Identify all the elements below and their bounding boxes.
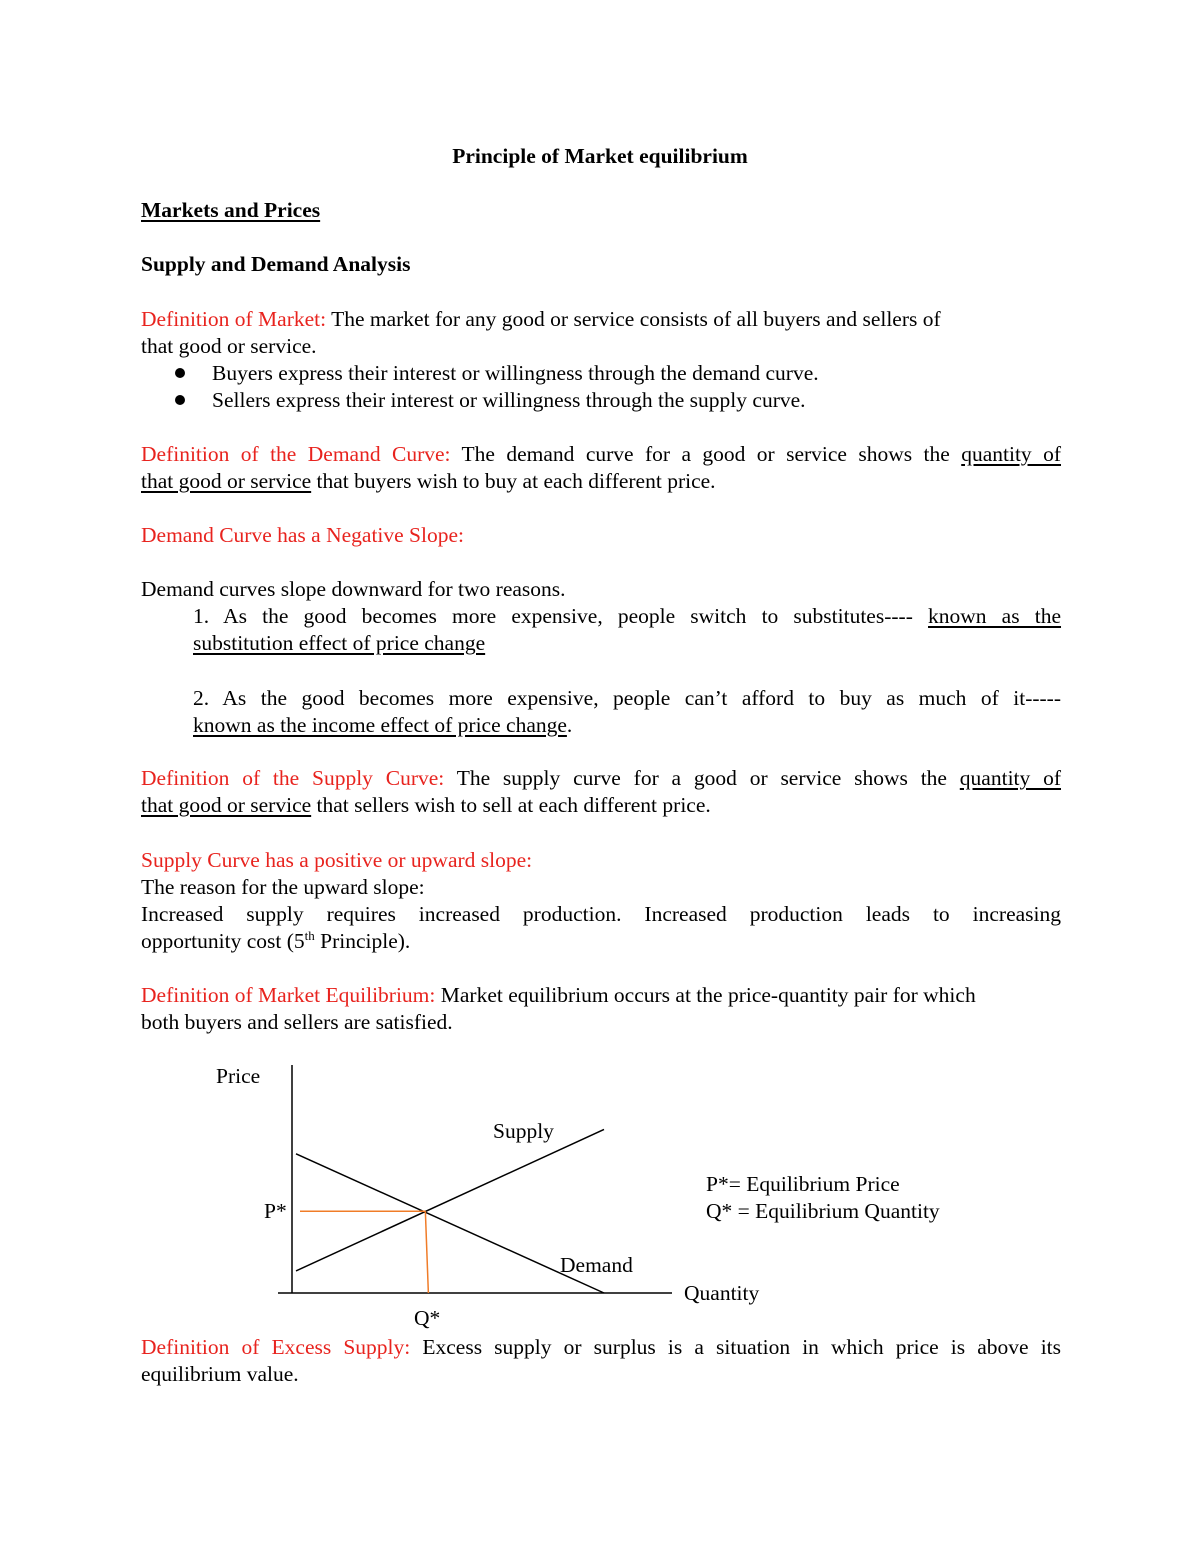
demand-curve-line — [296, 1154, 604, 1293]
demand-curve-underline-2: that good or service — [141, 469, 312, 493]
reason-2-underline: known as the income effect of price change — [193, 713, 567, 737]
positive-slope-body — [141, 874, 1061, 955]
list-item: Buyers express their interest or willingness through the demand curve. — [170, 360, 819, 387]
market-label: Definition of Market: — [141, 307, 327, 331]
supply-curve-label: Supply — [493, 1119, 554, 1143]
equilibrium-label: Definition of Market Equilibrium: — [141, 983, 436, 1007]
positive-slope-line-3b: Principle). — [314, 929, 411, 953]
market-text-1: The market for any good or service consists of all buyers and sellers of — [326, 307, 941, 331]
legend-entry: Q* = Equilibrium Quantity — [706, 1199, 940, 1223]
supply-curve-underline-2: that good or service — [141, 793, 312, 817]
page-title: Principle of Market equilibrium — [452, 144, 748, 168]
demand-curve-text-a: The demand curve for a good or service shows the — [450, 442, 962, 466]
market-text-2: that good or service. — [141, 334, 317, 358]
section-heading: Markets and Prices — [141, 198, 321, 222]
reason-1-text: 1. As the good becomes more expensive, people switch to substitutes---- — [193, 604, 929, 628]
supply-curve-text-b: that sellers wish to sell at each different price. — [311, 793, 711, 817]
supply-curve-line — [296, 1129, 604, 1270]
negative-slope-intro: Demand curves slope downward for two reasons. — [141, 577, 566, 601]
demand-curve-label: Definition of the Demand Curve: — [141, 442, 451, 466]
reason-1-underline-b: substitution effect of price change — [193, 631, 486, 655]
excess-supply-definition — [141, 1334, 1061, 1388]
demand-curve-definition — [141, 441, 1061, 495]
positive-slope-heading: Supply Curve has a positive or upward slope: — [141, 848, 533, 872]
demand-curve-label: Demand — [560, 1253, 633, 1277]
supply-curve-label: Definition of the Supply Curve: — [141, 766, 445, 790]
excess-supply-text-2: equilibrium value. — [141, 1362, 299, 1386]
demand-curve-text-b: that buyers wish to buy at each different price. — [311, 469, 716, 493]
reason-2-end: . — [566, 713, 573, 737]
supply-curve-definition — [141, 765, 1061, 819]
market-definition — [141, 306, 1061, 360]
negative-slope-heading: Demand Curve has a Negative Slope: — [141, 523, 465, 547]
equilibrium-definition — [141, 982, 1061, 1036]
quantity-guide-line — [425, 1211, 428, 1293]
list-item: Sellers express their interest or willingness through the supply curve. — [170, 387, 819, 414]
positive-slope-line-3a: opportunity cost (5 — [141, 929, 305, 953]
y-axis-label: Price — [216, 1064, 261, 1088]
positive-slope-line-2: Increased supply requires increased production. Increased production leads to increasing — [141, 902, 1061, 926]
equilibrium-text-2: both buyers and sellers are satisfied. — [141, 1010, 453, 1034]
p-star-label: P* — [264, 1199, 287, 1223]
reason-1-underline-a: known as the — [928, 604, 1062, 628]
x-axis-label: Quantity — [684, 1281, 760, 1305]
equilibrium-text-1: Market equilibrium occurs at the price-quantity pair for which — [435, 983, 976, 1007]
market-bullet-list — [170, 360, 819, 414]
q-star-label: Q* — [414, 1306, 441, 1330]
supply-curve-text-a: The supply curve for a good or service shows the — [444, 766, 960, 790]
demand-curve-underline-1: quantity of — [961, 442, 1061, 466]
excess-supply-text-1: Excess supply or surplus is a situation in which price is above its — [410, 1335, 1062, 1359]
reason-1 — [193, 603, 1061, 657]
positive-slope-superscript: th — [304, 927, 315, 943]
reason-2-text: 2. As the good becomes more expensive, people can’t afford to buy as much of it----- — [193, 686, 1061, 710]
sub-heading: Supply and Demand Analysis — [141, 252, 411, 276]
excess-supply-label: Definition of Excess Supply: — [141, 1335, 411, 1359]
legend-entry: P*= Equilibrium Price — [706, 1172, 900, 1196]
positive-slope-line-1: The reason for the upward slope: — [141, 875, 425, 899]
reason-2 — [193, 685, 1061, 739]
supply-demand-chart — [0, 1040, 1200, 1340]
supply-curve-underline-1: quantity of — [959, 766, 1061, 790]
